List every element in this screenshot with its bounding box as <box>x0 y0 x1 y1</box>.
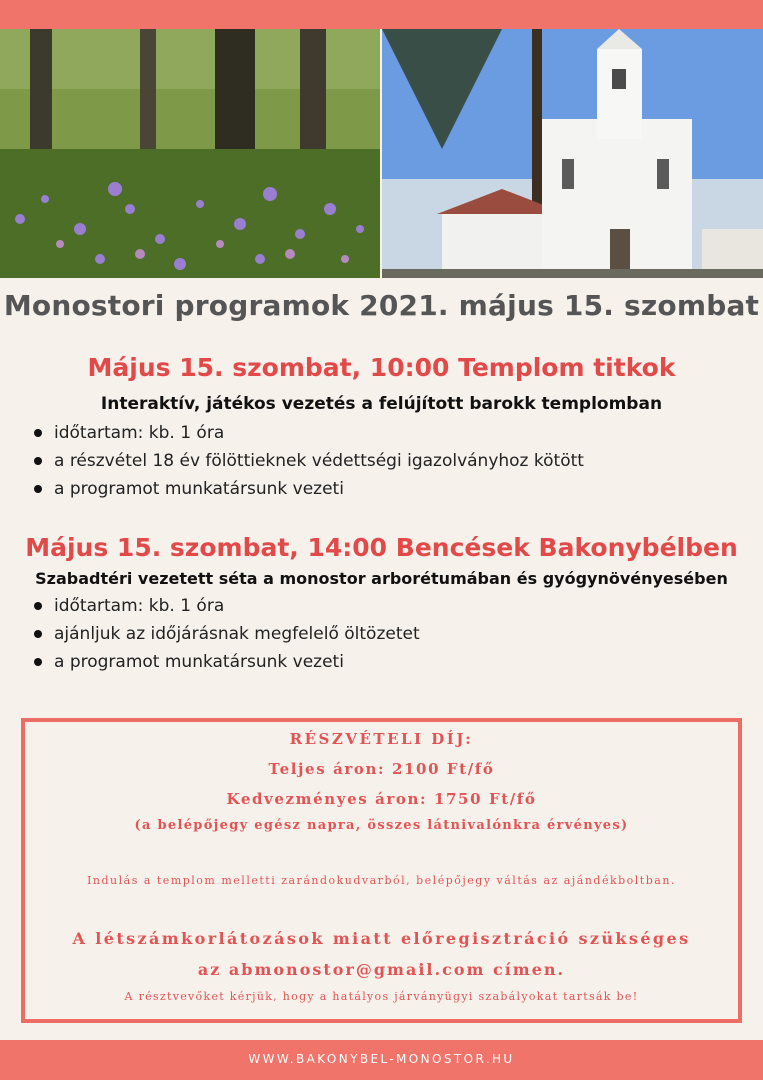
discount-price: Kedvezményes áron: 1750 Ft/fő <box>226 790 537 808</box>
website-link[interactable]: WWW.BAKONYBEL-MONOSTOR.HU <box>248 1052 515 1066</box>
event-2-heading: Május 15. szombat, 14:00 Bencések Bakonybélben <box>25 533 738 562</box>
event-2-bullets <box>34 592 420 676</box>
list-item: a programot munkatársunk vezeti <box>34 648 420 676</box>
bullet-icon <box>34 485 42 493</box>
registration-email: az abmonostor@gmail.com címen. <box>197 960 566 979</box>
event-1-bullets <box>34 419 584 503</box>
flower-meadow-photo <box>0 29 380 278</box>
bullet-icon <box>34 602 42 610</box>
bullet-icon <box>34 457 42 465</box>
event-1-heading: Május 15. szombat, 10:00 Templom titkok <box>87 353 676 382</box>
full-price: Teljes áron: 2100 Ft/fő <box>268 760 495 778</box>
header-photos <box>0 29 763 278</box>
list-item: a programot munkatársunk vezeti <box>34 475 584 503</box>
event-1-subtitle: Interaktív, játékos vezetés a felújított barokk templomban <box>100 394 663 414</box>
ticket-note: (a belépőjegy egész napra, összes látnivalónkra érvényes) <box>134 818 629 833</box>
page-title: Monostori programok 2021. május 15. szombat <box>3 289 760 322</box>
list-item: időtartam: kb. 1 óra <box>34 592 420 620</box>
list-item: a részvétel 18 év fölöttieknek védettségi igazolványhoz kötött <box>34 447 584 475</box>
footer-bar <box>0 1040 763 1080</box>
top-accent-bar <box>0 0 763 29</box>
departure-info: Indulás a templom melletti zarándokudvarból, belépőjegy váltás az ajándékboltban. <box>87 874 676 887</box>
list-item: ajánljuk az időjárásnak megfelelő öltözetet <box>34 620 420 648</box>
bullet-icon <box>34 658 42 666</box>
event-2-subtitle: Szabadtéri vezetett séta a monostor arborétumában és gyógynövényesében <box>35 569 728 588</box>
epidemic-rules: A résztvevőket kérjük, hogy a hatályos járványügyi szabályokat tartsák be! <box>124 990 639 1003</box>
registration-requirement: A létszámkorlátozások miatt előregisztráció szükséges <box>72 929 691 948</box>
bullet-icon <box>34 429 42 437</box>
participation-fee-box <box>21 718 742 1023</box>
fee-heading: RÉSZVÉTELI DÍJ: <box>289 730 474 748</box>
list-item: időtartam: kb. 1 óra <box>34 419 584 447</box>
abbey-church-photo <box>382 29 763 278</box>
bullet-icon <box>34 630 42 638</box>
